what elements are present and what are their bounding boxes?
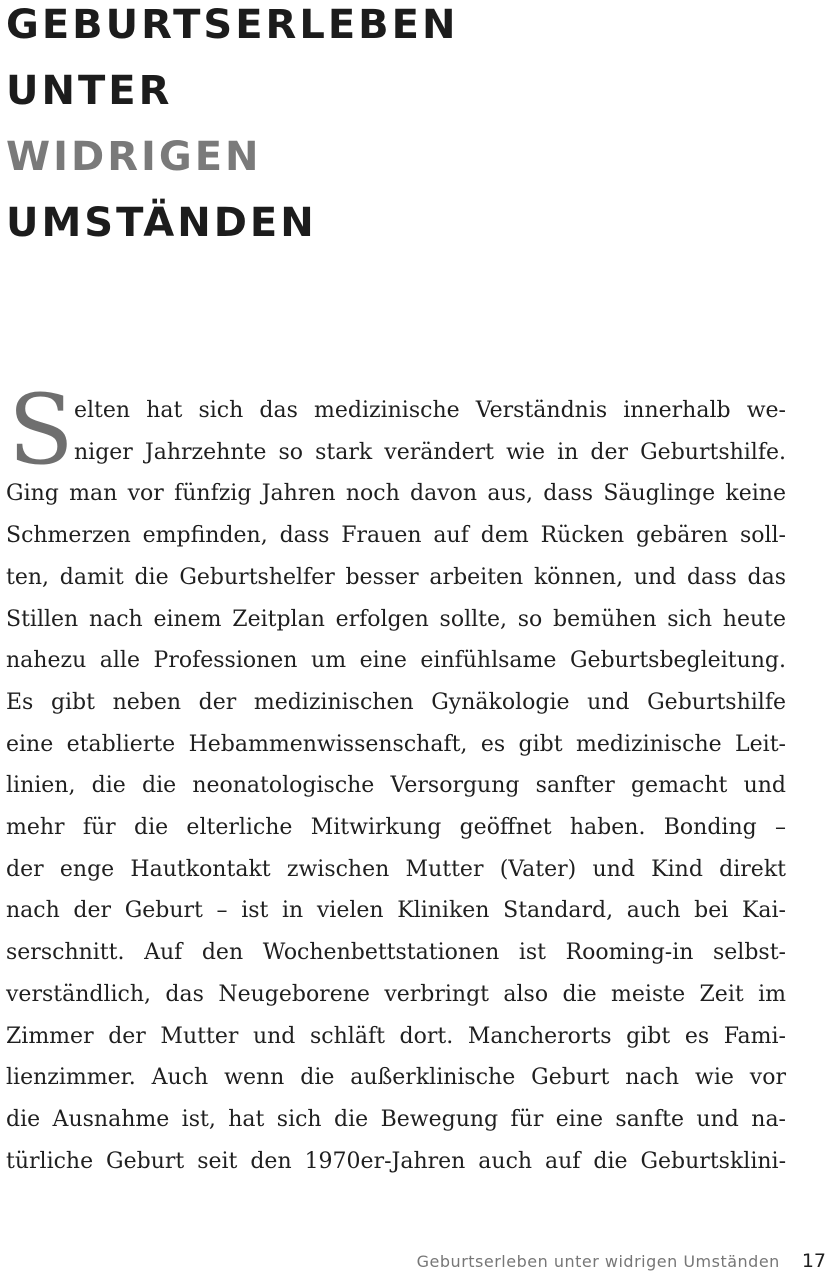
text-line-5: ten, damit die Geburtshelfer besser arbeiten können, und dass das bbox=[6, 564, 786, 590]
running-head: Geburtserleben unter widrigen Umständen bbox=[416, 1252, 780, 1271]
chapter-title-line-4: UMSTÄNDEN bbox=[6, 200, 317, 246]
chapter-title-line-3: WIDRIGEN bbox=[6, 134, 262, 180]
text-line-8: Es gibt neben der medizinischen Gynäkologie und Geburtshilfe bbox=[6, 689, 786, 715]
text-line-2: niger Jahrzehnte so stark verändert wie in der Geburtshilfe. bbox=[74, 439, 786, 465]
text-line-6: Stillen nach einem Zeitplan erfolgen sollte, so bemühen sich heute bbox=[6, 606, 786, 632]
text-line-12: der enge Hautkontakt zwischen Mutter (Vater) und Kind direkt bbox=[6, 856, 786, 882]
text-line-1: elten hat sich das medizinische Verständnis innerhalb we- bbox=[74, 398, 786, 423]
chapter-title-line-1: GEBURTSERLEBEN bbox=[6, 2, 459, 48]
body-paragraph bbox=[6, 374, 786, 1182]
text-line-16: Zimmer der Mutter und schläft dort. Mancherorts gibt es Fami- bbox=[6, 1023, 786, 1049]
text-line-17: lienzimmer. Auch wenn die außerklinische Geburt nach wie vor bbox=[6, 1065, 786, 1091]
text-line-14: serschnitt. Auf den Wochenbettstationen ist Rooming-in selbst- bbox=[6, 940, 786, 966]
chapter-title-line-2: UNTER bbox=[6, 68, 173, 114]
page-footer bbox=[417, 1250, 826, 1272]
text-line-19: türliche Geburt seit den 1970er-Jahren auch auf die Geburtsklini- bbox=[6, 1148, 786, 1174]
text-line-7: nahezu alle Professionen um eine einfühlsame Geburtsbegleitung. bbox=[6, 648, 786, 674]
text-line-4: Schmerzen empfinden, dass Frauen auf dem Rücken gebären soll- bbox=[6, 523, 786, 549]
text-line-11: mehr für die elterliche Mitwirkung geöffnet haben. Bonding – bbox=[6, 815, 786, 841]
text-line-18: die Ausnahme ist, hat sich die Bewegung für eine sanfte und na- bbox=[6, 1106, 786, 1132]
page-number: 17 bbox=[801, 1250, 826, 1272]
text-line-3: Ging man vor fünfzig Jahren noch davon aus, dass Säuglinge keine bbox=[6, 481, 786, 507]
text-line-10: linien, die die neonatologische Versorgung sanfter gemacht und bbox=[6, 773, 786, 799]
text-line-9: eine etablierte Hebammenwissenschaft, es gibt medizinische Leit- bbox=[6, 731, 786, 757]
text-line-13: nach der Geburt – ist in vielen Kliniken Standard, auch bei Kai- bbox=[6, 898, 786, 924]
chapter-title bbox=[6, 0, 458, 256]
drop-cap: S bbox=[8, 374, 74, 486]
text-line-15: verständlich, das Neugeborene verbringt also die meiste Zeit im bbox=[6, 981, 786, 1007]
